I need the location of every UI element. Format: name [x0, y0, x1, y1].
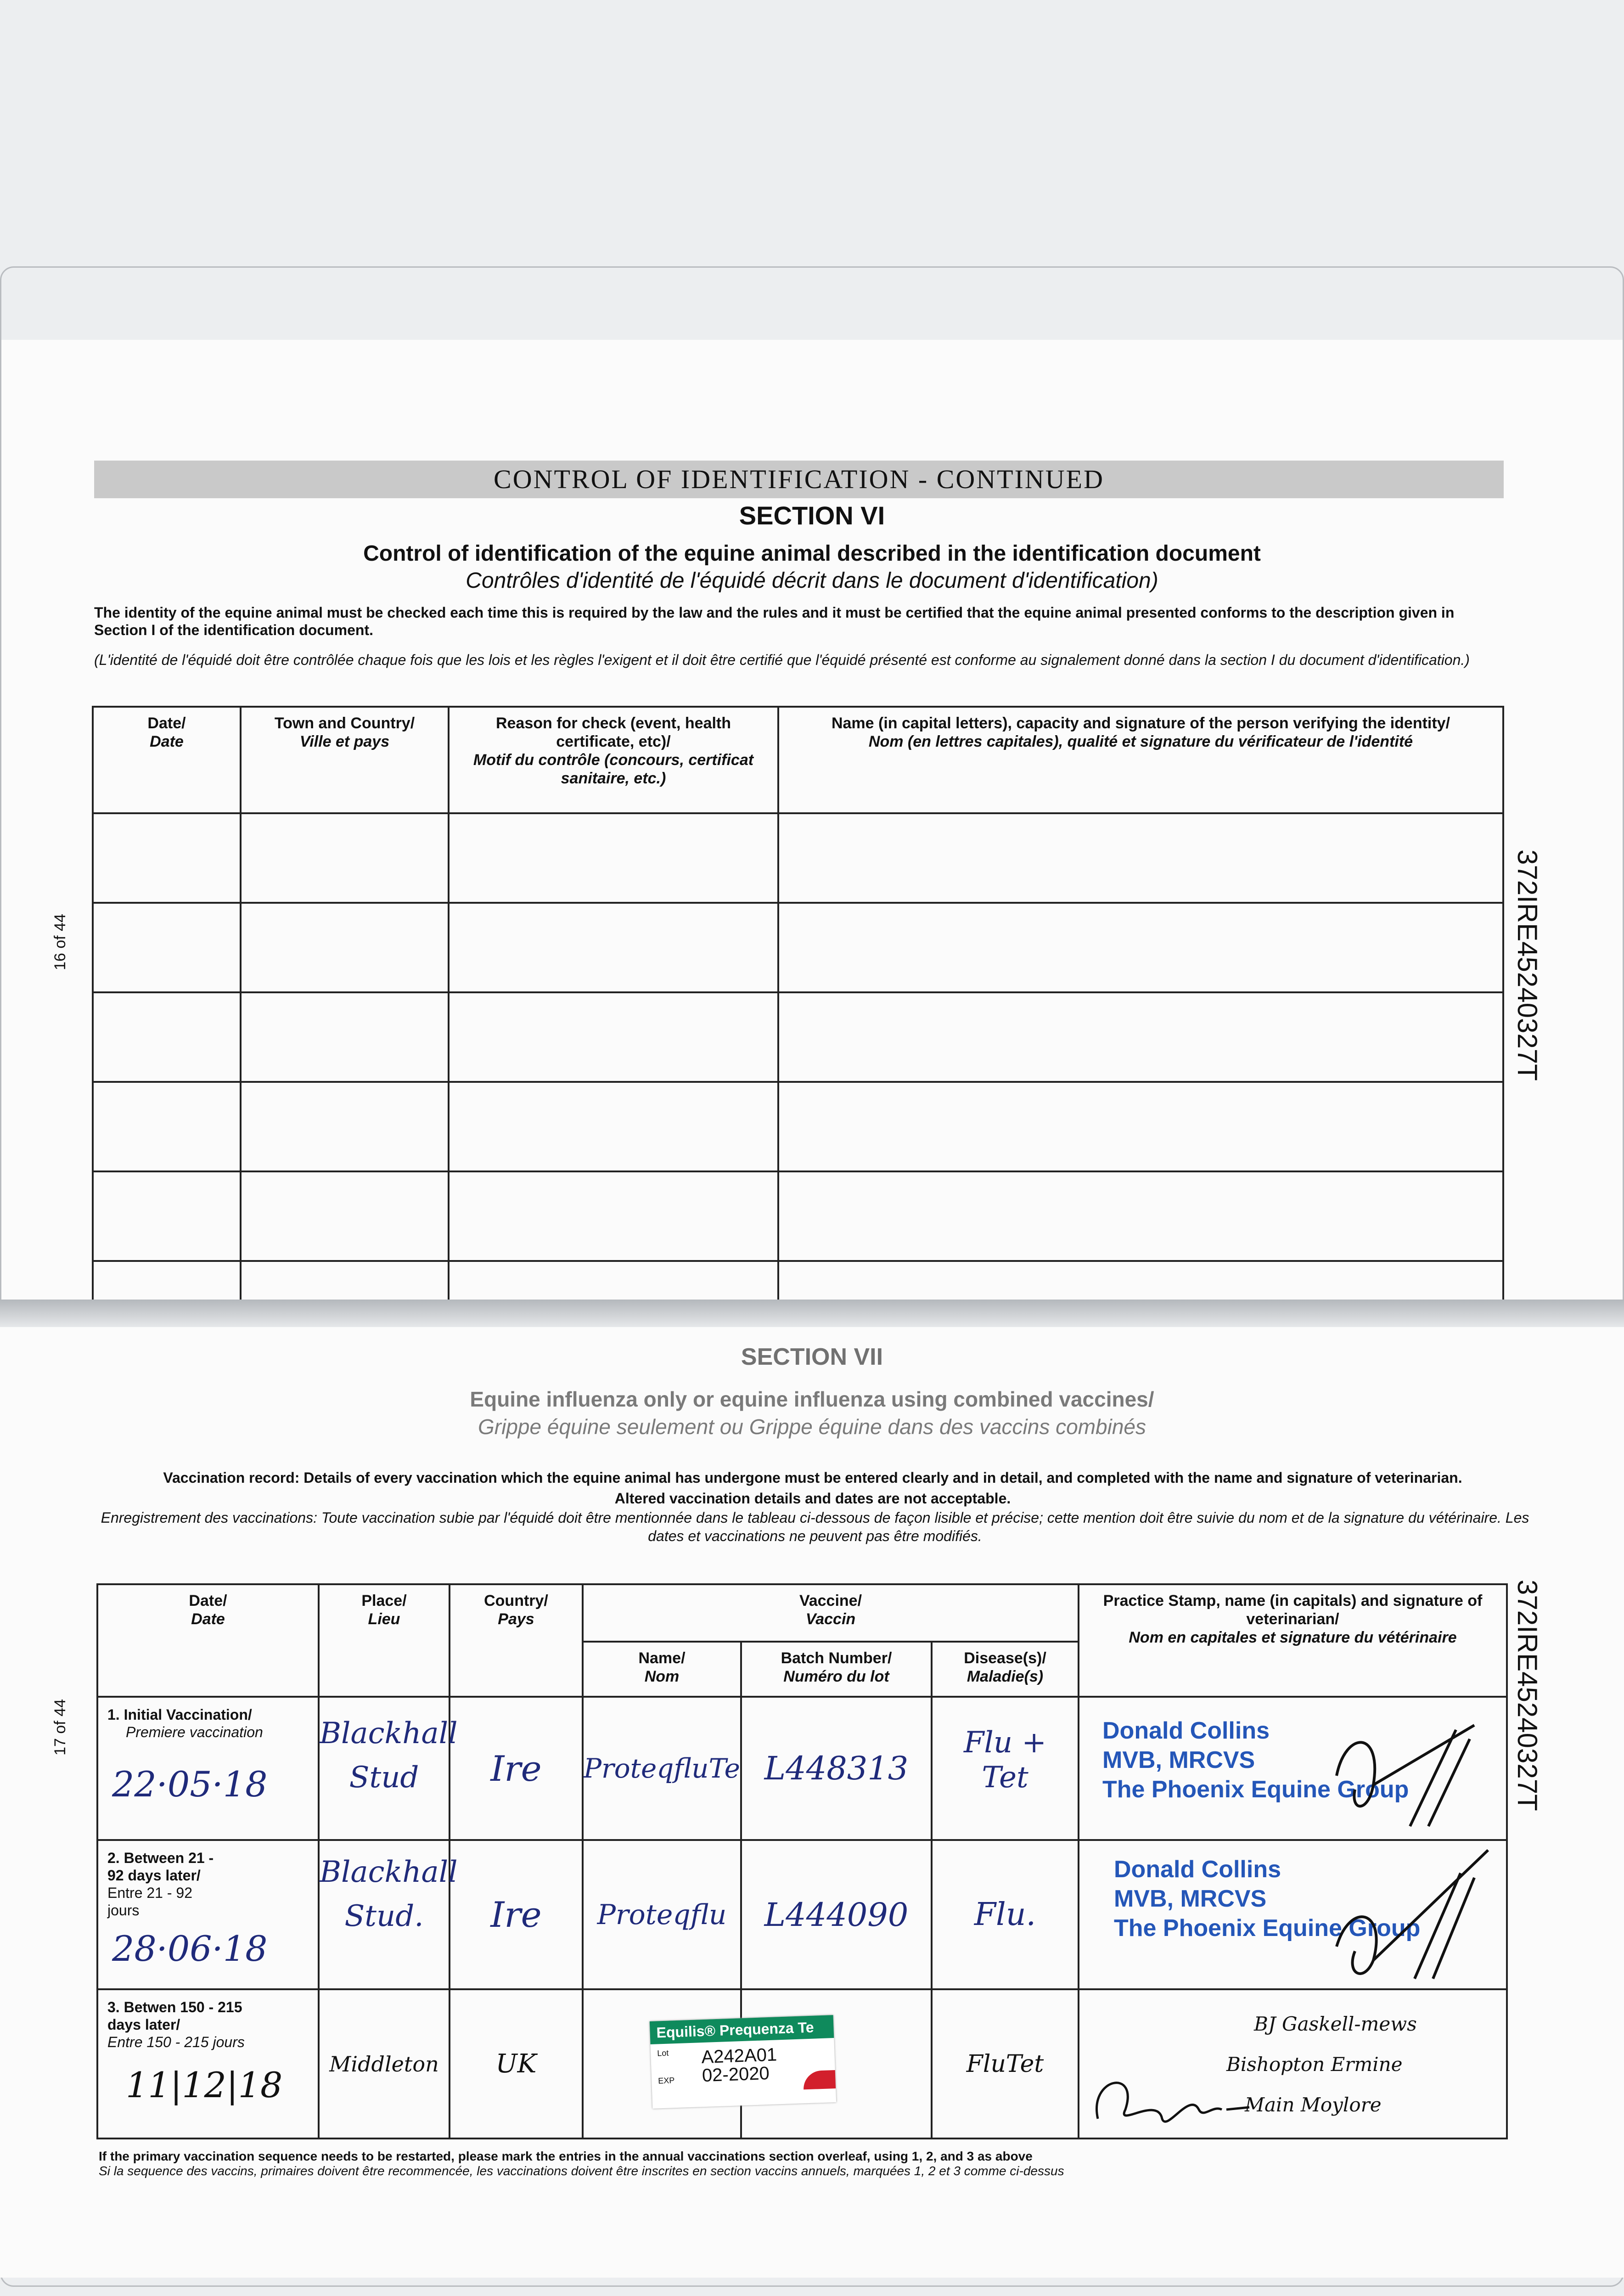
row-label: 1. Initial Vaccination/ — [107, 1706, 252, 1723]
table-row — [93, 813, 1503, 903]
vet-stamp: Donald Collins MVB, MRCVS The Phoenix Equine Group — [1102, 1717, 1409, 1803]
section-vii-heading-en: Equine influenza only or equine influenza using combined vaccines/ — [470, 1387, 1154, 1411]
col-disease-header: Disease(s)/ Maladie(s) — [932, 1642, 1079, 1697]
col-country-header: Country/ Pays — [450, 1584, 583, 1697]
col-date-header: Date/ Date — [97, 1584, 319, 1697]
section-vi-intro-fr: (L'identité de l'équidé doit être contrôlée chaque fois que les lois et les règles l'exigent et il doit être certifié que l'équidé présenté est conforme au signalement donné dans la section I du document d'identification.) — [94, 652, 1470, 668]
vaccine-sticker — [650, 2015, 836, 2109]
footer-note-en: If the primary vaccination sequence needs to be restarted, please mark the entries in the annual vaccinations section overleaf, using 1, 2, and 3 as above — [99, 2149, 1033, 2163]
page-number-16: 16 of 44 — [51, 914, 69, 970]
vet-stamp: Donald Collins MVB, MRCVS The Phoenix Equine Group — [1114, 1856, 1421, 1941]
row-label: 3. Betwen 150 - 215 days later/ — [107, 1999, 242, 2033]
vet-signature — [1318, 1721, 1484, 1831]
sticker-brand: Equilis® Prequenza Te — [650, 2015, 834, 2044]
row-label-fr: Premiere vaccination — [126, 1724, 263, 1740]
col-vaccine-header: Vaccine/ Vaccin — [583, 1584, 1079, 1642]
section-vii-heading-fr: Grippe équine seulement ou Grippe équine dans des vaccins combinés — [478, 1415, 1146, 1439]
vaccination-country: UK — [450, 1989, 583, 2138]
section-vii-title: SECTION VII — [741, 1344, 883, 1370]
vaccine-name: Proteqflu — [583, 1840, 741, 1989]
passport-id-bottom: 372IRE45240327T — [1512, 1580, 1543, 1811]
section-vi-intro-en: The identity of the equine animal must be checked each time this is required by the law and the rules and it must be certified that the equine animal presented conforms to the description given in Section I of the identification document. — [94, 604, 1455, 638]
col-stamp-header: Practice Stamp, name (in capitals) and signature of veterinarian/ Nom en capitales et signature du vétérinaire — [1079, 1584, 1507, 1697]
vaccination-date: 28·06·18 — [112, 1928, 268, 1969]
table-row — [97, 1840, 1507, 1989]
disease: FluTet — [932, 1989, 1079, 2138]
vaccination-place: Blackhall Stud. — [319, 1840, 450, 1989]
sticker-lot: A242A01 — [701, 2044, 777, 2068]
table-row — [93, 1171, 1503, 1261]
sticker-red-corner — [803, 2070, 836, 2089]
vet-signature — [1309, 1846, 1493, 1983]
identity-check-table — [92, 706, 1504, 1310]
batch-number: L444090 — [741, 1840, 932, 1989]
section-vi-title: SECTION VI — [739, 501, 885, 530]
vaccination-place: Blackhall Stud — [319, 1697, 450, 1840]
vet-name-handwritten: BJ Gaskell-mews Bishopton Ermine Main Moylore — [1226, 2013, 1417, 2116]
vaccination-date: 11|12|18 — [126, 2065, 283, 2105]
passport-id-top: 372IRE45240327T — [1512, 850, 1543, 1081]
col-reason-header: Reason for check (event, health certificate, etc)/ Motif du contrôle (concours, certificat sanitaire, etc.) — [449, 707, 778, 813]
col-vaccine-name-header: Name/ Nom — [583, 1642, 741, 1697]
section-vii-intro-en-1: Vaccination record: Details of every vaccination which the equine animal has undergone must be entered clearly and in detail, and completed with the name and signature of veterinarian. — [163, 1469, 1462, 1486]
col-place-header: Place/ Lieu — [319, 1584, 450, 1697]
sticker-exp-label: EXP — [657, 2076, 675, 2086]
vaccination-country: Ire — [450, 1840, 583, 1989]
disease: Flu. — [932, 1840, 1079, 1989]
col-town-header: Town and Country/ Ville et pays — [241, 707, 449, 813]
col-batch-header: Batch Number/ Numéro du lot — [741, 1642, 932, 1697]
section-vi-heading-en: Control of identification of the equine animal described in the identification document — [363, 541, 1261, 566]
batch-number: L448313 — [741, 1697, 932, 1840]
row-label-fr: Entre 150 - 215 jours — [107, 2034, 245, 2050]
row-label: 2. Between 21 - 92 days later/ — [107, 1850, 214, 1884]
sticker-lot-label: Lot — [657, 2048, 669, 2058]
page-fold — [0, 1300, 1624, 1327]
row-label-fr: Entre 21 - 92 jours — [107, 1885, 192, 1919]
section-banner: CONTROL OF IDENTIFICATION - CONTINUED — [94, 461, 1504, 498]
footer-note-fr: Si la sequence des vaccins, primaires doivent être recommencée, les vaccinations doivent être inscrites en section vaccins annuels, marquées 1, 2 et 3 comme ci-dessus — [99, 2164, 1064, 2178]
vaccination-date: 22·05·18 — [112, 1764, 268, 1805]
section-vii-intro-en-2: Altered vaccination details and dates are not acceptable. — [614, 1490, 1011, 1507]
page-number-17: 17 of 44 — [51, 1699, 69, 1756]
section-vii-intro-fr: Enregistrement des vaccinations: Toute vaccination subie par l'équidé doit être mentionnée dans le tableau ci-dessous de façon lisible et précise; cette mention doit être suivie du nom et de la signature du vétérinaire. Les dates et vaccinations ne peuvent pas être modifiés. — [101, 1509, 1529, 1544]
table-row — [97, 1697, 1507, 1840]
col-name-header: Name (in capital letters), capacity and signature of the person verifying the identity/ Nom (en lettres capitales), qualité et signature du vérificateur de l'identité — [778, 707, 1503, 813]
vaccination-place: Middleton — [319, 1989, 450, 2138]
col-date-header: Date/ Date — [93, 707, 241, 813]
table-row — [93, 992, 1503, 1082]
vaccination-country: Ire — [450, 1697, 583, 1840]
vet-signature — [1084, 2041, 1259, 2133]
section-vi-heading-fr: Contrôles d'identité de l'équidé décrit dans le document d'identification) — [466, 568, 1158, 593]
table-row — [93, 1082, 1503, 1171]
table-row — [93, 903, 1503, 992]
sticker-exp: 02-2020 — [702, 2063, 770, 2086]
disease: Flu + Tet — [932, 1697, 1079, 1840]
vaccine-name: ProteqfluTe — [583, 1697, 741, 1840]
